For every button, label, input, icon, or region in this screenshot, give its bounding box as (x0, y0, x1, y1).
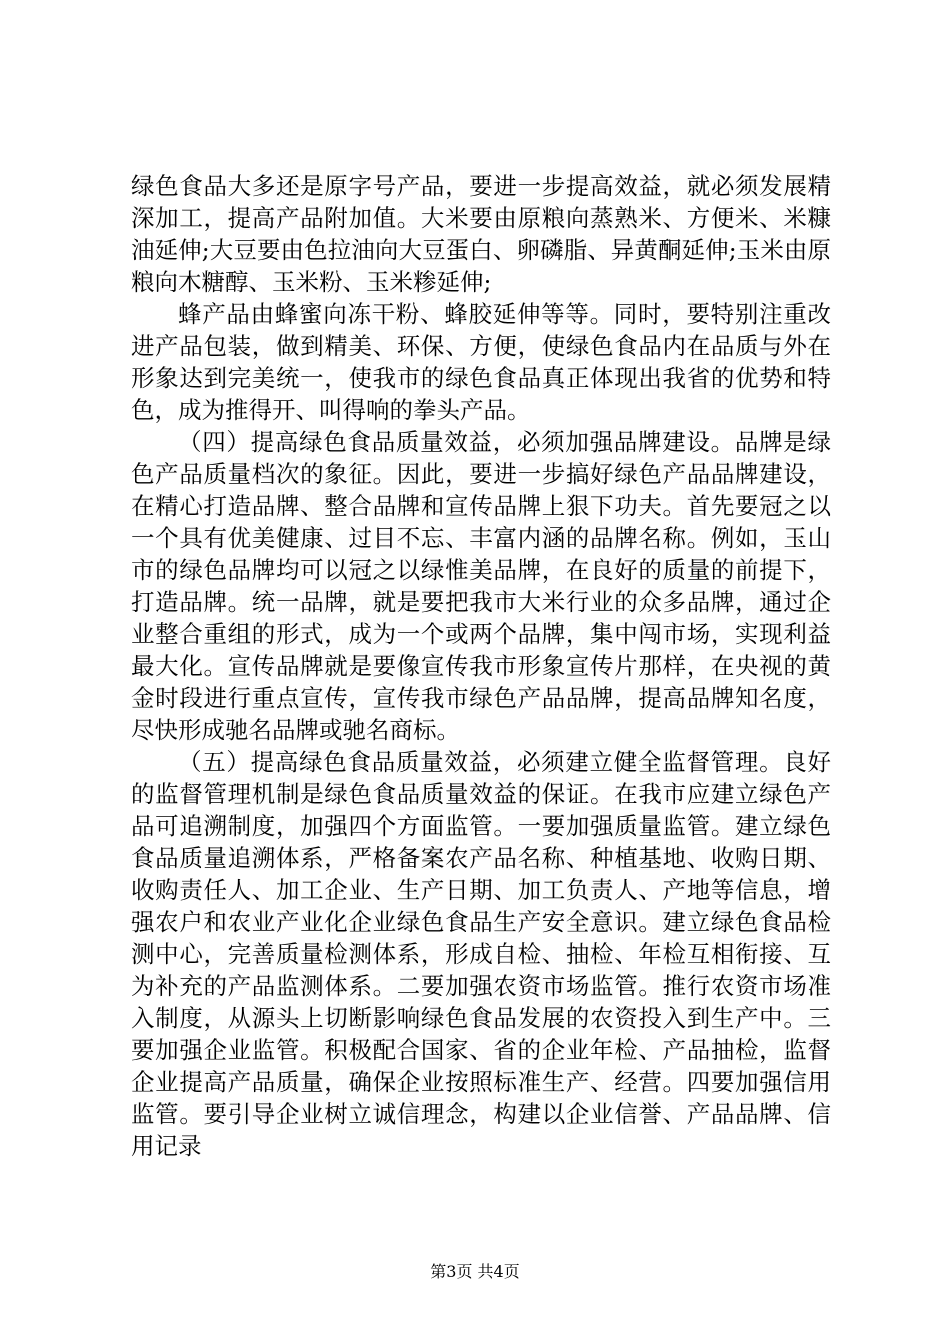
document-body (131, 170, 831, 1162)
paragraph-2: 蜂产品由蜂蜜向冻干粉、蜂胶延伸等等。同时，要特别注重改进产品包装，做到精美、环保、方便，使绿色食品内在品质与外在形象达到完美统一，使我市的绿色食品真正体现出我省的优势和特色，成为推得开、叫得响的拳头产品。 (131, 300, 831, 424)
paragraph-4: （五）提高绿色食品质量效益，必须建立健全监督管理。良好的监督管理机制是绿色食品质量效益的保证。在我市应建立绿色产品可追溯制度，加强四个方面监管。一要加强质量监管。建立绿色食品质量追溯体系，严格备案农产品名称、种植基地、收购日期、收购责任人、加工企业、生产日期、加工负责人、产地等信息，增强农户和农业产业化企业绿色食品生产安全意识。建立绿色食品检测中心，完善质量检测体系，形成自检、抽检、年检互相衔接、互为补充的产品监测体系。二要加强农资市场监管。推行农资市场准入制度，从源头上切断影响绿色食品发展的农资投入到生产中。三要加强企业监管。积极配合国家、省的企业年检、产品抽检，监督企业提高产品质量，确保企业按照标准生产、经营。四要加强信用监管。要引导企业树立诚信理念，构建以企业信誉、产品品牌、信用记录 (131, 748, 831, 1160)
paragraph-1: 绿色食品大多还是原字号产品，要进一步提高效益，就必须发展精深加工，提高产品附加值。大米要由原粮向蒸熟米、方便米、米糠油延伸;大豆要由色拉油向大豆蛋白、卵磷脂、异黄酮延伸;玉米由原粮向木糖醇、玉米粉、玉米糁延伸; (131, 172, 831, 296)
page-footer: 第3页 共4页 (430, 1262, 520, 1281)
paragraph-3: （四）提高绿色食品质量效益，必须加强品牌建设。品牌是绿色产品质量档次的象征。因此，要进一步搞好绿色产品品牌建设，在精心打造品牌、整合品牌和宣传品牌上狠下功夫。首先要冠之以一个具有优美健康、过目不忘、丰富内涵的品牌名称。例如，玉山市的绿色品牌均可以冠之以绿惟美品牌，在良好的质量的前提下，打造品牌。统一品牌，就是要把我市大米行业的众多品牌，通过企业整合重组的形式，成为一个或两个品牌，集中闯市场，实现利益最大化。宣传品牌就是要像宣传我市形象宣传片那样，在央视的黄金时段进行重点宣传，宣传我市绿色产品品牌，提高品牌知名度，尽快形成驰名品牌或驰名商标。 (131, 428, 831, 744)
